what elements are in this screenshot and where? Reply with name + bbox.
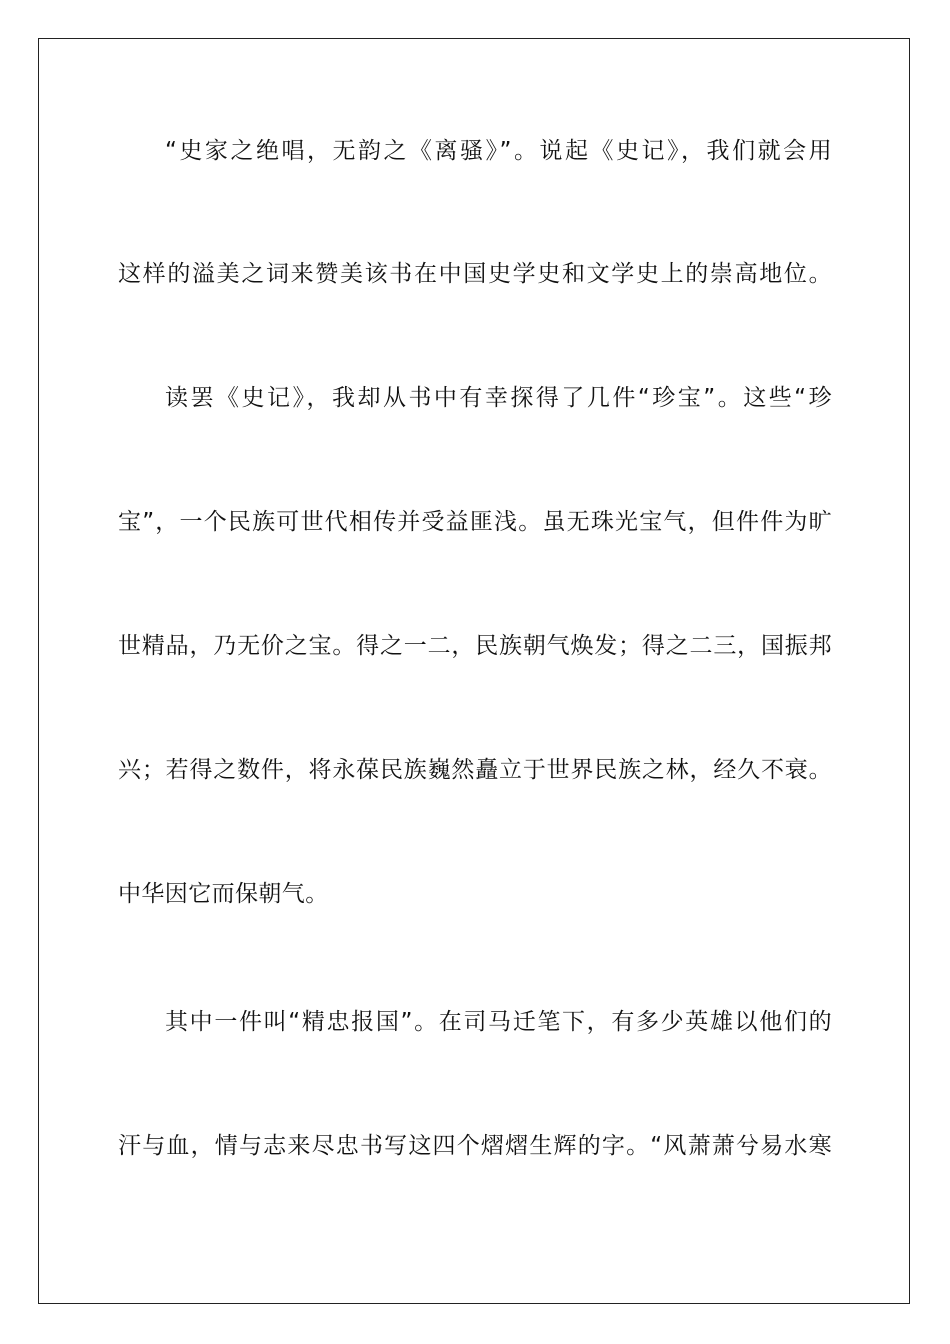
- text-line-1: “史家之绝唱，无韵之《离骚》”。说起《史记》，我们就会用: [165, 138, 832, 164]
- text-line-9: 汗与血，情与志来尽忠书写这四个熠熠生辉的字。“风萧萧兮易水寒: [118, 1133, 832, 1159]
- text-line-6: 兴；若得之数件，将永葆民族巍然矗立于世界民族之林，经久不衰。: [118, 757, 832, 783]
- text-line-5: 世精品，乃无价之宝。得之一二，民族朝气焕发；得之二三，国振邦: [118, 633, 832, 659]
- text-line-8: 其中一件叫“精忠报国”。在司马迁笔下，有多少英雄以他们的: [165, 1009, 832, 1035]
- text-line-4: 宝”，一个民族可世代相传并受益匪浅。虽无珠光宝气，但件件为旷: [118, 509, 832, 535]
- text-line-3: 读罢《史记》，我却从书中有幸探得了几件“珍宝”。这些“珍: [165, 385, 832, 411]
- text-line-7: 中华因它而保朝气。: [118, 881, 329, 907]
- page-border: [38, 38, 910, 1304]
- text-line-2: 这样的溢美之词来赞美该书在中国史学史和文学史上的崇高地位。: [118, 261, 832, 287]
